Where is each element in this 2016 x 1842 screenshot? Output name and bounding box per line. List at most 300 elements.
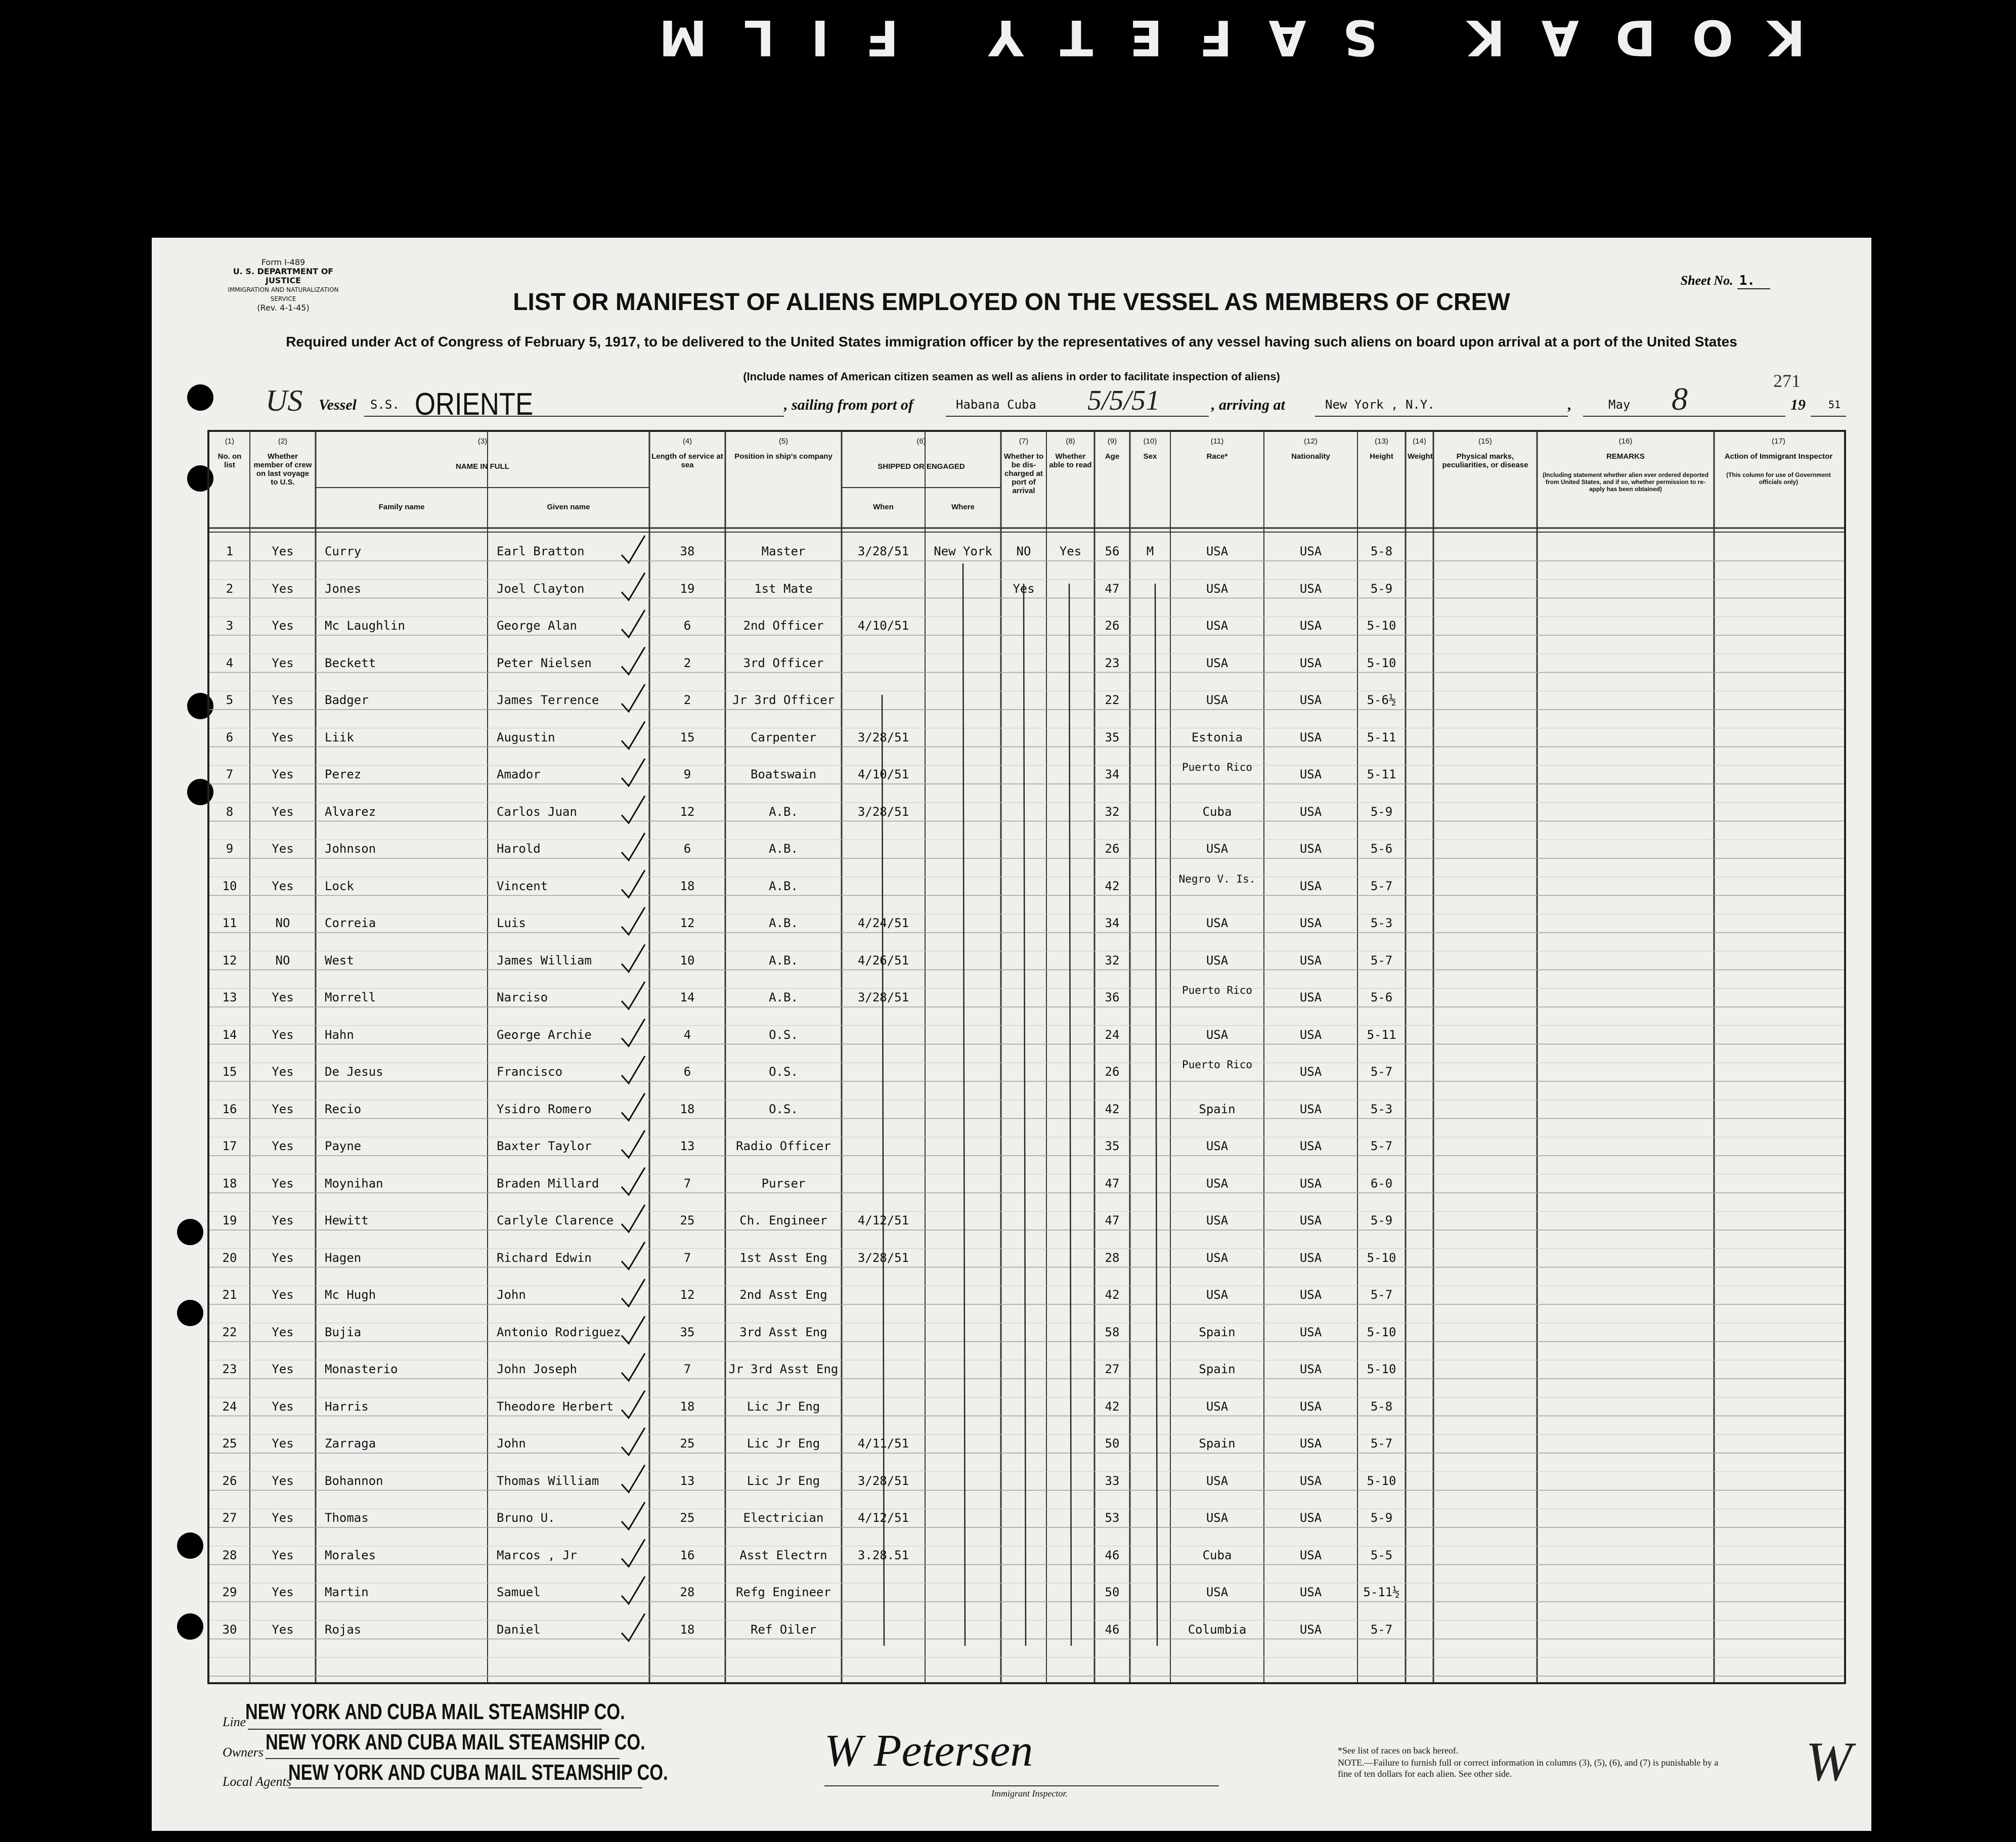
cell-no: 26 [222,1473,237,1488]
cell-family: Morrell [325,990,376,1004]
cell-height: 5-9 [1370,1213,1393,1227]
cell-service: 19 [680,581,695,596]
cell-race: USA [1206,581,1229,596]
cell-age: 42 [1105,879,1120,893]
cell-last: Yes [272,693,294,707]
cell-position: Lic Jr Eng [747,1436,820,1451]
cell-position: Jr 3rd Officer [732,693,835,707]
agents-company: NEW YORK AND CUBA MAIL STEAMSHIP CO. [288,1760,668,1785]
cell-last: Yes [272,1473,294,1488]
cell-last: Yes [272,804,294,819]
cell-nationality: USA [1299,1511,1322,1525]
cell-race: Spain [1199,1325,1236,1339]
check-mark [622,1019,645,1046]
cell-race: USA [1206,1288,1229,1302]
cell-nationality: USA [1299,544,1322,558]
cell-service: 18 [680,1399,695,1414]
cell-nationality: USA [1299,1288,1322,1302]
cell-height: 6-0 [1370,1176,1393,1191]
cell-no: 24 [222,1399,237,1414]
inspector-label: Immigrant Inspector. [991,1788,1068,1799]
column-subheader: When [873,503,894,511]
cell-age: 47 [1105,1176,1120,1191]
cell-race: USA [1206,619,1229,633]
cell-nationality: USA [1299,1176,1322,1191]
cell-height: 5-3 [1370,1102,1393,1116]
cell-age: 22 [1105,693,1120,707]
line-company: NEW YORK AND CUBA MAIL STEAMSHIP CO. [245,1699,625,1724]
cell-height: 5-7 [1370,1139,1393,1153]
column-header: SHIPPED OR ENGAGED [878,462,965,471]
column-header: REMARKS [1606,452,1645,461]
cell-height: 5-9 [1370,804,1393,819]
cell-no: 22 [222,1325,237,1339]
cell-last: Yes [272,1436,294,1451]
footer [152,1689,1871,1831]
manifest-sheet [152,238,1871,1831]
cell-discharged: NO [1016,544,1031,558]
cell-nationality: USA [1299,1213,1322,1227]
cell-family: Thomas [325,1511,369,1525]
cell-race: Puerto Rico [1181,1059,1253,1071]
check-mark [622,1130,645,1158]
cell-given: Theodore Herbert [497,1399,614,1414]
cell-age: 27 [1105,1362,1120,1376]
check-mark [622,907,645,935]
cell-age: 46 [1105,1548,1120,1562]
check-mark [622,1465,645,1493]
table-grid [209,432,1844,1682]
cell-race: USA [1206,544,1229,558]
cell-when: 4/10/51 [857,619,909,633]
punch-hole [177,1219,203,1245]
cell-when: 4/12/51 [857,1511,909,1525]
cell-last: Yes [272,1213,294,1227]
cell-last: NO [275,916,290,930]
cell-height: 5-6 [1370,842,1393,856]
sailing-label: , sailing from port of [784,397,913,413]
ditto-line [1069,584,1071,1646]
cell-race: USA [1206,1250,1229,1265]
cell-nationality: USA [1299,1399,1322,1414]
cell-age: 47 [1105,581,1120,596]
cell-height: 5-5 [1370,1548,1393,1562]
cell-discharged: Yes [1013,581,1035,596]
cell-race: USA [1206,916,1229,930]
penalty-note: NOTE.—Failure to furnish full or correct information in columns (3), (5), (6), and (7) is punishable by a fine of ten dollars for each alien. See other side. [1338,1758,1719,1779]
cell-race: USA [1206,1213,1229,1227]
cell-service: 18 [680,879,695,893]
initial-mark: W [1806,1731,1852,1792]
cell-family: Badger [325,693,369,707]
check-mark [622,982,645,1009]
cell-given: Carlyle Clarence [497,1213,614,1227]
column-number: (17) [1772,437,1785,446]
cell-no: 29 [222,1585,237,1599]
cell-height: 5-10 [1367,1250,1396,1265]
cell-when: 4/10/51 [857,767,909,781]
cell-family: Bujia [325,1325,362,1339]
cell-no: 17 [222,1139,237,1153]
cell-last: Yes [272,1325,294,1339]
cell-given: Baxter Taylor [497,1139,592,1153]
cell-height: 5-6 [1370,990,1393,1004]
column-number: (9) [1107,437,1117,446]
cell-given: James William [497,953,592,968]
column-number: (1) [225,437,235,446]
cell-height: 5-3 [1370,916,1393,930]
column-number: (2) [278,437,288,446]
cell-family: Morales [325,1548,376,1562]
check-mark [622,1093,645,1121]
sheet-number-label: Sheet No. [1680,273,1733,288]
cell-race: Puerto Rico [1181,761,1253,773]
check-mark [622,647,645,675]
cell-family: Hahn [325,1027,354,1042]
cell-height: 5-11 [1367,730,1396,744]
cell-position: A.B. [769,990,798,1004]
cell-race: USA [1206,1027,1229,1042]
check-mark [622,684,645,712]
agency-name: U. S. DEPARTMENT OF JUSTICE [233,267,334,285]
check-mark [622,722,645,749]
cell-when: 4/12/51 [857,1213,909,1227]
cell-given: Thomas William [497,1473,599,1488]
cell-no: 25 [222,1436,237,1451]
cell-nationality: USA [1299,730,1322,744]
cell-last: Yes [272,1622,294,1637]
arrival-month: May [1608,398,1631,412]
arriving-port: New York , N.Y. [1325,398,1435,412]
check-mark [622,759,645,786]
cell-given: Augustin [497,730,555,744]
cell-position: 3rd Asst Eng [739,1325,827,1339]
sheet-number-value: 1. [1737,273,1770,289]
cell-age: 26 [1105,619,1120,633]
cell-family: Perez [325,767,362,781]
column-header-note: (This column for use of Government officials only) [1726,471,1831,486]
cell-given: John Joseph [497,1362,577,1376]
cell-height: 5-11½ [1363,1585,1400,1599]
cell-given: Braden Millard [497,1176,599,1191]
cell-no: 6 [226,730,234,744]
cell-no: 7 [226,767,234,781]
form-subnote: (Include names of American citizen seamen as well as aliens in order to facilitate inspection of aliens) [743,370,1280,383]
cell-nationality: USA [1299,1027,1322,1042]
cell-position: A.B. [769,916,798,930]
cell-position: Lic Jr Eng [747,1399,820,1414]
column-header: NAME IN FULL [456,462,509,471]
cell-nationality: USA [1299,1622,1322,1637]
cell-service: 2 [683,693,691,707]
cell-service: 18 [680,1102,695,1116]
cell-position: 3rd Officer [743,655,824,670]
cell-last: NO [275,953,290,968]
service-name: IMMIGRATION AND NATURALIZATION SERVICE [228,286,339,302]
cell-service: 7 [683,1250,691,1265]
cell-no: 3 [226,619,234,633]
cell-service: 9 [683,767,691,781]
cell-height: 5-7 [1370,1622,1393,1637]
cell-no: 10 [222,879,237,893]
cell-service: 12 [680,804,695,819]
check-mark [622,1279,645,1306]
column-subheader: Family name [378,503,425,511]
cell-nationality: USA [1299,1473,1322,1488]
cell-given: Marcos , Jr [497,1548,577,1562]
cell-nationality: USA [1299,916,1322,930]
check-mark [622,1242,645,1269]
cell-no: 15 [222,1065,237,1079]
column-header: Age [1105,452,1120,461]
cell-no: 20 [222,1250,237,1265]
cell-service: 14 [680,990,695,1004]
cell-age: 42 [1105,1288,1120,1302]
cell-height: 5-7 [1370,953,1393,968]
cell-nationality: USA [1299,990,1322,1004]
check-mark [622,796,645,823]
cell-age: 35 [1105,730,1120,744]
cell-height: 5-10 [1367,619,1396,633]
cell-height: 5-10 [1367,1325,1396,1339]
cell-height: 5-7 [1370,1065,1393,1079]
film-edge-text: KODAK SAFETY FILM [622,9,1806,66]
cell-position: O.S. [769,1027,798,1042]
cell-race: USA [1206,693,1229,707]
punch-hole [177,1300,203,1326]
cell-age: 26 [1105,842,1120,856]
column-number: (14) [1413,437,1426,446]
cell-when: 3/28/51 [857,1250,909,1265]
cell-nationality: USA [1299,693,1322,707]
sheet-number [1681,273,1770,288]
cell-no: 28 [222,1548,237,1562]
cell-given: Bruno U. [497,1511,555,1525]
cell-family: Curry [325,544,362,558]
cell-position: Electrician [743,1511,824,1525]
column-header: Race* [1206,452,1228,461]
cell-given: Narciso [497,990,548,1004]
cell-race: USA [1206,842,1229,856]
check-mark [622,833,645,860]
check-mark [622,1205,645,1232]
column-header: Whether able to read [1049,452,1092,469]
punch-hole [177,1613,203,1640]
cell-height: 5-10 [1367,655,1396,670]
vessel-label: Vessel [319,397,357,413]
punch-hole [177,1532,203,1559]
cell-race: Spain [1199,1436,1236,1451]
cell-last: Yes [272,655,294,670]
cell-given: Francisco [497,1065,563,1079]
column-header: Whether to be dis-charged at port of arrival [1003,452,1044,495]
cell-age: 32 [1105,804,1120,819]
cell-service: 6 [683,619,691,633]
cell-service: 13 [680,1473,695,1488]
cell-family: Lock [325,879,354,893]
cell-position: O.S. [769,1065,798,1079]
cell-no: 16 [222,1102,237,1116]
cell-last: Yes [272,1288,294,1302]
cell-family: Zarraga [325,1436,376,1451]
cell-sex: M [1146,544,1154,558]
cell-position: Lic Jr Eng [747,1473,820,1488]
cell-when: 3.28.51 [857,1548,909,1562]
cell-position: Jr 3rd Asst Eng [728,1362,839,1376]
cell-given: Joel Clayton [497,581,585,596]
column-header: No. on list [217,452,242,469]
cell-last: Yes [272,1399,294,1414]
cell-last: Yes [272,1139,294,1153]
cell-service: 6 [683,842,691,856]
column-header: Sex [1143,452,1157,461]
us-handwritten-mark: US [266,384,303,417]
cell-service: 38 [680,544,695,558]
cell-no: 27 [222,1511,237,1525]
crew-table [207,430,1846,1684]
cell-last: Yes [272,1176,294,1191]
cell-position: Ref Oiler [750,1622,817,1637]
cell-position: Radio Officer [736,1139,831,1153]
cell-position: A.B. [769,879,798,893]
cell-nationality: USA [1299,1436,1322,1451]
cell-when: 4/24/51 [857,916,909,930]
check-mark [622,1428,645,1455]
cell-nationality: USA [1299,1548,1322,1562]
form-subtitle: Required under Act of Congress of February 5, 1917, to be delivered to the United States immigration officer by the representatives of any vessel having such aliens on board upon arrival at a port of the United States [286,334,1737,349]
ditto-line [1024,584,1026,1646]
column-number: (4) [682,437,692,446]
cell-age: 42 [1105,1102,1120,1116]
ditto-line [963,563,965,1646]
vessel-name: ORIENTE [415,387,534,422]
cell-service: 7 [683,1362,691,1376]
cell-age: 58 [1105,1325,1120,1339]
cell-age: 50 [1105,1436,1120,1451]
column-number: (16) [1618,437,1633,446]
column-number: (12) [1304,437,1318,446]
cell-service: 12 [680,916,695,930]
cell-given: Daniel [497,1622,541,1637]
races-note: *See list of races on back hereof. [1338,1745,1459,1756]
column-header: Nationality [1291,452,1330,461]
column-number: (5) [778,437,788,446]
cell-race: Negro V. Is. [1178,872,1256,885]
cell-service: 2 [683,655,691,670]
cell-when: 3/28/51 [857,804,909,819]
cell-family: Rojas [325,1622,362,1637]
column-number: (15) [1478,437,1492,446]
cell-last: Yes [272,730,294,744]
cell-height: 5-10 [1367,1473,1396,1488]
sailing-date: 5/5/51 [1087,385,1160,416]
cell-service: 28 [680,1585,695,1599]
cell-last: Yes [272,1027,294,1042]
cell-last: Yes [272,767,294,781]
cell-when: 4/11/51 [857,1436,909,1451]
cell-no: 12 [222,953,237,968]
cell-race: Spain [1199,1362,1236,1376]
check-mark [622,610,645,637]
cell-height: 5-10 [1367,1362,1396,1376]
cell-position: Ch. Engineer [739,1213,827,1227]
cell-when: 3/28/51 [857,1473,909,1488]
cell-family: Mc Hugh [325,1288,376,1302]
cell-height: 5-11 [1367,767,1396,781]
cell-nationality: USA [1299,767,1322,781]
cell-service: 35 [680,1325,695,1339]
cell-last: Yes [272,990,294,1004]
cell-given: Carlos Juan [497,804,577,819]
cell-family: Beckett [325,655,376,670]
cell-nationality: USA [1299,1139,1322,1153]
cell-family: West [325,953,354,968]
cell-nationality: USA [1299,619,1322,633]
column-number: (6) [916,437,926,446]
cell-no: 9 [226,842,234,856]
cell-family: Johnson [325,842,376,856]
cell-family: Recio [325,1102,362,1116]
cell-where: New York [934,544,992,558]
check-mark [622,1317,645,1344]
cell-nationality: USA [1299,1250,1322,1265]
cell-age: 46 [1105,1622,1120,1637]
arriving-label: , arriving at [1211,397,1285,413]
cell-no: 5 [226,693,234,707]
cell-position: 1st Asst Eng [739,1250,827,1265]
cell-no: 2 [226,581,234,596]
cell-family: Martin [325,1585,369,1599]
column-header: Height [1370,452,1393,461]
cell-last: Yes [272,842,294,856]
column-header: Action of Immigrant Inspector [1724,452,1833,461]
cell-age: 34 [1105,916,1120,930]
cell-no: 23 [222,1362,237,1376]
column-number: (11) [1210,437,1224,446]
cell-no: 13 [222,990,237,1004]
ditto-line [1155,584,1157,1646]
cell-age: 32 [1105,953,1120,968]
cell-age: 56 [1105,544,1120,558]
sailing-port: Habana Cuba [956,398,1036,412]
cell-family: Moynihan [325,1176,383,1191]
cell-given: Harold [497,842,541,856]
cell-race: USA [1206,1399,1229,1414]
cell-family: Mc Laughlin [325,619,405,633]
cell-when: 4/26/51 [857,953,909,968]
check-mark [622,1576,645,1604]
cell-race: USA [1206,1139,1229,1153]
column-number: (13) [1375,437,1388,446]
cell-last: Yes [272,879,294,893]
cell-read: Yes [1059,544,1082,558]
cell-height: 5-8 [1370,1399,1393,1414]
cell-family: Payne [325,1139,362,1153]
column-header: Length of service at sea [651,452,723,469]
cell-age: 34 [1105,767,1120,781]
column-header: Weight [1408,452,1433,461]
cell-last: Yes [272,1065,294,1079]
cell-position: 1st Mate [754,581,813,596]
cell-nationality: USA [1299,879,1322,893]
cell-nationality: USA [1299,655,1322,670]
column-number: (8) [1066,437,1075,446]
cell-race: USA [1206,655,1229,670]
cell-age: 24 [1105,1027,1120,1042]
check-mark [622,1540,645,1567]
cell-position: Refg Engineer [736,1585,831,1599]
cell-race: Columbia [1188,1622,1247,1637]
